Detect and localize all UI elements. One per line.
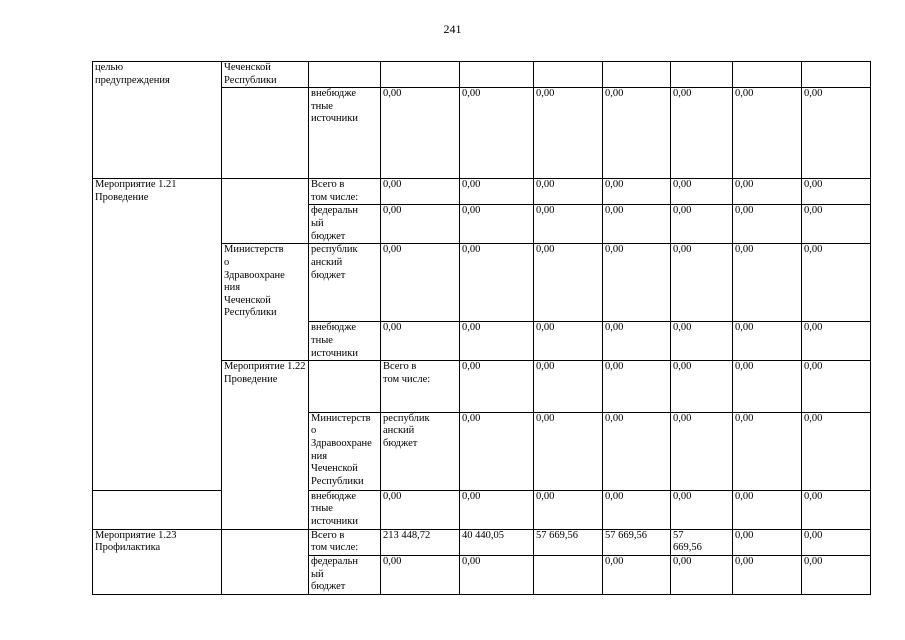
amount-cell: 0,00 [603,88,671,179]
funding-source-cell: федеральн ый бюджет [309,555,381,594]
amount-cell: 57 669,56 [603,529,671,555]
amount-cell: 0,00 [603,361,671,412]
amount-cell: 0,00 [733,205,802,244]
amount-cell: 0,00 [534,205,603,244]
executor-cell [93,490,222,529]
table-row [93,62,871,88]
amount-cell: 0,00 [460,244,534,322]
executor-cell: Министерств о Здравоохране ния Чеченской Республики [222,244,309,361]
amount-cell: 0,00 [802,205,871,244]
amount-cell: 0,00 [733,322,802,361]
amount-cell: 0,00 [802,88,871,179]
amount-cell: 0,00 [671,322,733,361]
executor-cell [222,88,309,179]
amount-cell: 0,00 [603,555,671,594]
page-number: 241 [443,22,462,36]
table-body [93,62,871,595]
amount-cell: 0,00 [802,412,871,490]
amount-cell [733,62,802,88]
amount-cell: 0,00 [460,361,534,412]
amount-cell: 0,00 [603,244,671,322]
amount-cell: 0,00 [671,179,733,205]
executor-cell [222,529,309,594]
amount-cell: 0,00 [460,205,534,244]
amount-cell [534,555,603,594]
amount-cell: 0,00 [534,88,603,179]
executor-cell [309,361,381,412]
amount-cell: 0,00 [671,361,733,412]
amount-cell: 57 669,56 [534,529,603,555]
amount-cell: 0,00 [534,490,603,529]
funding-source-cell: республик анский бюджет [381,412,460,490]
executor-cell: Чеченской Республики [222,62,309,88]
amount-cell: 0,00 [534,179,603,205]
amount-cell: 0,00 [671,555,733,594]
table-row [93,179,871,205]
amount-cell: 0,00 [733,244,802,322]
amount-cell: 0,00 [671,88,733,179]
amount-cell: 0,00 [381,244,460,322]
amount-cell: 0,00 [671,205,733,244]
amount-cell: 0,00 [381,179,460,205]
amount-cell: 0,00 [733,361,802,412]
executor-cell: Министерств о Здравоохране ния Чеченской Республики [309,412,381,490]
funding-source-cell: внебюдже тные источники [309,88,381,179]
funding-source-cell: республик анский бюджет [309,244,381,322]
amount-cell [381,62,460,88]
amount-cell: 0,00 [671,490,733,529]
amount-cell: 0,00 [534,412,603,490]
amount-cell: 0,00 [460,88,534,179]
amount-cell: 0,00 [802,555,871,594]
amount-cell: 0,00 [603,412,671,490]
amount-cell: 0,00 [802,322,871,361]
amount-cell: 0,00 [460,490,534,529]
amount-cell: 0,00 [381,88,460,179]
amount-cell: 0,00 [381,555,460,594]
amount-cell: 0,00 [603,179,671,205]
amount-cell: 0,00 [802,490,871,529]
table-row [93,529,871,555]
amount-cell: 0,00 [603,322,671,361]
amount-cell: 0,00 [534,244,603,322]
amount-cell: 0,00 [733,179,802,205]
activity-name-cell: Мероприятие 1.23 Профилактика [93,529,222,594]
amount-cell: 213 448,72 [381,529,460,555]
amount-cell: 0,00 [460,179,534,205]
amount-cell: 0,00 [460,555,534,594]
amount-cell: 40 440,05 [460,529,534,555]
amount-cell: 0,00 [603,205,671,244]
amount-cell: 0,00 [381,490,460,529]
amount-cell: 0,00 [733,490,802,529]
amount-cell: 0,00 [671,244,733,322]
amount-cell [802,62,871,88]
amount-cell: 0,00 [802,244,871,322]
funding-source-cell: Всего в том числе: [381,361,460,412]
amount-cell: 0,00 [381,322,460,361]
amount-cell: 0,00 [733,88,802,179]
amount-cell: 0,00 [733,529,802,555]
amount-cell: 0,00 [460,322,534,361]
amount-cell [603,62,671,88]
amount-cell: 0,00 [460,412,534,490]
amount-cell: 0,00 [802,361,871,412]
amount-cell [460,62,534,88]
funding-source-cell: Всего в том числе: [309,529,381,555]
amount-cell: 0,00 [534,361,603,412]
executor-cell [222,179,309,244]
table-row [93,490,871,529]
funding-source-cell: внебюдже тные источники [309,322,381,361]
amount-cell: 0,00 [802,529,871,555]
amount-cell: 57 669,56 [671,529,733,555]
amount-cell: 0,00 [534,322,603,361]
amount-cell: 0,00 [603,490,671,529]
funding-source-cell: федеральн ый бюджет [309,205,381,244]
activity-name-cell: Мероприятие 1.22 Проведение [222,361,309,529]
amount-cell: 0,00 [381,205,460,244]
activity-name-cell: целью предупреждения [93,62,222,179]
budget-table [92,61,871,595]
funding-source-cell [309,62,381,88]
amount-cell [671,62,733,88]
amount-cell: 0,00 [733,555,802,594]
amount-cell: 0,00 [671,412,733,490]
amount-cell: 0,00 [733,412,802,490]
amount-cell: 0,00 [802,179,871,205]
funding-source-cell: Всего в том числе: [309,179,381,205]
funding-source-cell: внебюдже тные источники [309,490,381,529]
activity-name-cell: Мероприятие 1.21 Проведение [93,179,222,491]
amount-cell [534,62,603,88]
